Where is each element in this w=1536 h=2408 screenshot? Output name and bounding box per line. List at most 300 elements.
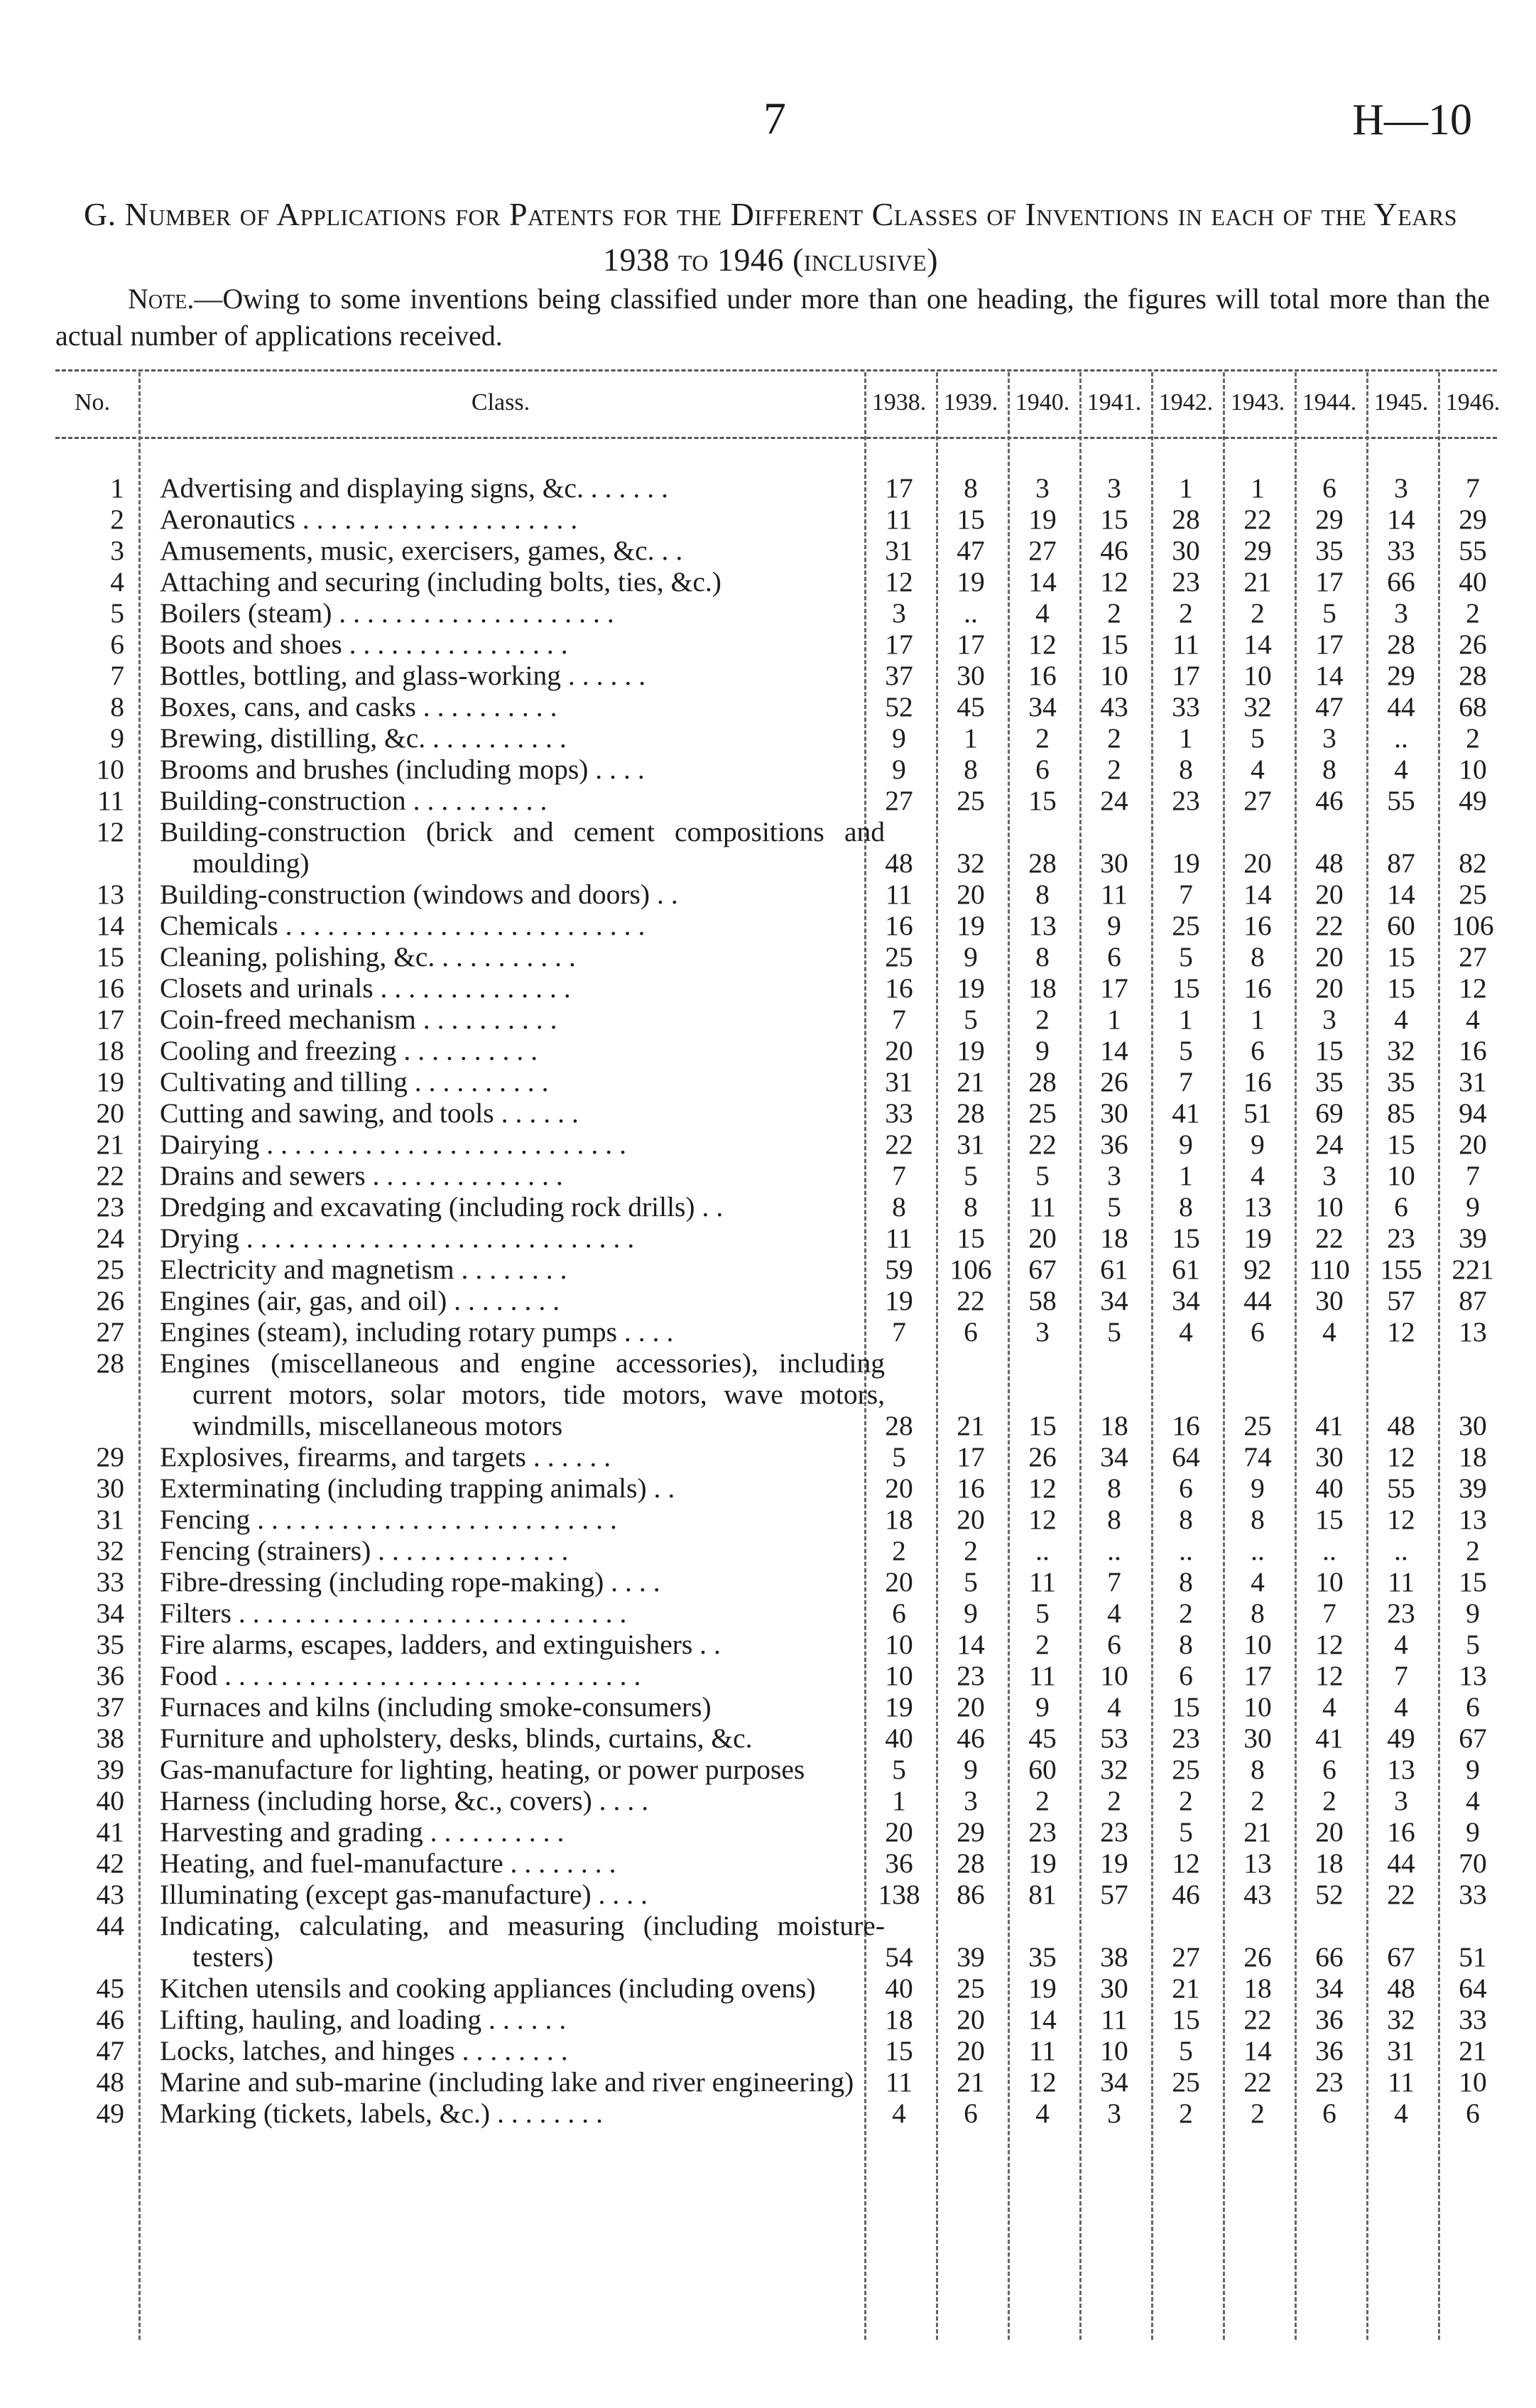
value-cell-1945: 12 <box>1387 1441 1415 1473</box>
value-cell-1945: 14 <box>1387 504 1415 535</box>
value-cell-1942: 2 <box>1179 1785 1193 1816</box>
value-cell-1944: 36 <box>1315 2035 1344 2066</box>
value-cell-1938: 36 <box>885 1848 913 1879</box>
value-cell-1938: 5 <box>892 1441 906 1473</box>
value-cell-1946: 25 <box>1459 879 1487 910</box>
table-row <box>0 754 1536 785</box>
value-cell-1940: 12 <box>1028 2066 1057 2098</box>
value-cell-1939: 20 <box>957 1691 985 1723</box>
value-cell-1939: 21 <box>957 1410 985 1441</box>
leader-dots: .............. <box>380 972 578 1004</box>
value-cell-1942: 6 <box>1179 1660 1193 1691</box>
value-cell-1946: 2 <box>1466 722 1480 754</box>
value-cell-1939: 9 <box>964 1598 978 1629</box>
value-cell-1940: 4 <box>1035 2098 1050 2129</box>
class-cell <box>160 1879 885 1910</box>
value-cell-1943: 21 <box>1243 1816 1272 1848</box>
value-cell-1944: 4 <box>1322 1316 1336 1347</box>
value-cell-1940: 5 <box>1035 1160 1050 1191</box>
value-cell-1941: 11 <box>1100 879 1128 910</box>
value-cell-1938: 16 <box>885 972 913 1004</box>
value-cell-1944: 3 <box>1322 1004 1336 1035</box>
value-cell-1939: 86 <box>957 1879 985 1910</box>
table-row <box>0 1191 1536 1222</box>
row-number: 5 <box>110 597 124 629</box>
value-cell-1940: 20 <box>1028 1222 1057 1254</box>
value-cell-1943: 14 <box>1243 879 1272 910</box>
leader-dots: .......................... <box>266 1129 634 1160</box>
table-row <box>0 2098 1536 2129</box>
class-name: Drying <box>160 1222 239 1254</box>
leader-dots: .. <box>661 535 690 566</box>
table-row <box>0 1691 1536 1723</box>
row-number: 42 <box>96 1848 124 1879</box>
row-number: 33 <box>96 1566 124 1598</box>
value-cell-1938: 138 <box>878 1879 920 1910</box>
class-name: Engines (air, gas, and oil) <box>160 1285 447 1316</box>
value-cell-1946: 18 <box>1459 1441 1487 1473</box>
value-cell-1942: 64 <box>1172 1441 1200 1473</box>
class-name: Aeronautics <box>160 504 295 535</box>
value-cell-1944: 24 <box>1315 1129 1344 1160</box>
value-cell-1946: 51 <box>1459 1941 1487 1973</box>
value-cell-1944: 20 <box>1315 1816 1344 1848</box>
row-number: 11 <box>97 785 124 816</box>
class-name: Filters <box>160 1598 232 1629</box>
class-name: Harness (including horse, &c., covers) <box>160 1785 592 1816</box>
value-cell-1938: 2 <box>892 1535 906 1566</box>
table-row <box>0 1347 1536 1441</box>
value-cell-1946: 9 <box>1466 1191 1480 1222</box>
value-cell-1938: 16 <box>885 910 913 941</box>
table-row <box>0 1316 1536 1347</box>
class-name: Brewing, distilling, &c. <box>160 722 426 754</box>
value-cell-1938: 19 <box>885 1285 913 1316</box>
class-name: Boots and shoes <box>160 629 342 660</box>
row-number: 49 <box>96 2098 124 2129</box>
value-cell-1941: .. <box>1107 1535 1121 1566</box>
value-cell-1944: 40 <box>1315 1473 1344 1504</box>
value-cell-1945: 23 <box>1387 1598 1415 1629</box>
class-name: Engines (steam), including rotary pumps <box>160 1316 617 1347</box>
leader-dots: .... <box>611 1566 668 1598</box>
row-number: 4 <box>110 566 124 597</box>
value-cell-1941: 53 <box>1100 1723 1128 1754</box>
value-cell-1938: 33 <box>885 1097 913 1129</box>
header-year-1946: 1946. <box>1445 389 1500 416</box>
value-cell-1938: 17 <box>885 629 913 660</box>
value-cell-1941: 5 <box>1107 1316 1121 1347</box>
value-cell-1946: 221 <box>1451 1254 1494 1285</box>
value-cell-1941: 10 <box>1100 2035 1128 2066</box>
value-cell-1942: 4 <box>1179 1316 1193 1347</box>
value-cell-1945: 3 <box>1394 1785 1408 1816</box>
value-cell-1938: 19 <box>885 1691 913 1723</box>
value-cell-1945: 22 <box>1387 1879 1415 1910</box>
value-cell-1943: 16 <box>1243 910 1272 941</box>
value-cell-1944: 6 <box>1322 2098 1336 2129</box>
table-row <box>0 722 1536 754</box>
value-cell-1944: 6 <box>1322 472 1336 504</box>
value-cell-1939: 31 <box>957 1129 985 1160</box>
row-number: 43 <box>96 1879 124 1910</box>
value-cell-1946: 67 <box>1459 1723 1487 1754</box>
value-cell-1945: 87 <box>1387 847 1415 879</box>
value-cell-1941: 8 <box>1107 1473 1121 1504</box>
value-cell-1938: 27 <box>885 785 913 816</box>
table-note <box>55 281 1490 354</box>
value-cell-1944: 41 <box>1315 1410 1344 1441</box>
class-cell <box>160 941 885 972</box>
value-cell-1938: 20 <box>885 1473 913 1504</box>
table-row <box>0 1285 1536 1316</box>
class-cell <box>160 816 885 879</box>
value-cell-1942: 19 <box>1172 847 1200 879</box>
value-cell-1944: 8 <box>1322 754 1336 785</box>
value-cell-1943: .. <box>1251 1535 1265 1566</box>
value-cell-1944: 3 <box>1322 1160 1336 1191</box>
leader-dots: .......... <box>423 1004 565 1035</box>
value-cell-1946: 82 <box>1459 847 1487 879</box>
table-row <box>0 1222 1536 1254</box>
note-text: —Owing to some inventions being classified under more than one heading, the figures will total more than the actual number of applications received. <box>55 283 1490 352</box>
value-cell-1943: 22 <box>1243 504 1272 535</box>
leader-dots: .... <box>595 754 652 785</box>
table-row <box>0 1254 1536 1285</box>
table-row <box>0 629 1536 660</box>
leader-dots: .. <box>656 879 685 910</box>
value-cell-1941: 23 <box>1100 1816 1128 1848</box>
value-cell-1941: 3 <box>1107 2098 1121 2129</box>
value-cell-1945: 7 <box>1394 1660 1408 1691</box>
value-cell-1942: .. <box>1179 1535 1193 1566</box>
row-number: 40 <box>96 1785 124 1816</box>
value-cell-1938: 11 <box>885 2066 913 2098</box>
value-cell-1945: 6 <box>1394 1191 1408 1222</box>
table-row <box>0 1910 1536 1973</box>
value-cell-1941: 32 <box>1100 1754 1128 1785</box>
table-row <box>0 1160 1536 1191</box>
value-cell-1945: 12 <box>1387 1504 1415 1535</box>
leader-dots: .... <box>598 1879 655 1910</box>
value-cell-1946: 94 <box>1459 1097 1487 1129</box>
class-name: Cooling and freezing <box>160 1035 397 1066</box>
value-cell-1946: 15 <box>1459 1566 1487 1598</box>
table-row <box>0 1660 1536 1691</box>
value-cell-1945: 10 <box>1387 1160 1415 1191</box>
value-cell-1941: 36 <box>1100 1129 1128 1160</box>
value-cell-1945: 85 <box>1387 1097 1415 1129</box>
class-name: Locks, latches, and hinges <box>160 2035 455 2066</box>
value-cell-1941: 34 <box>1100 1285 1128 1316</box>
row-number: 10 <box>96 754 124 785</box>
value-cell-1939: 20 <box>957 879 985 910</box>
class-name: Explosives, firearms, and targets <box>160 1441 526 1473</box>
value-cell-1939: 19 <box>957 910 985 941</box>
value-cell-1946: 9 <box>1466 1754 1480 1785</box>
value-cell-1942: 15 <box>1172 1222 1200 1254</box>
value-cell-1940: 4 <box>1035 597 1050 629</box>
leader-dots: .......... <box>414 1066 556 1097</box>
value-cell-1946: 4 <box>1466 1004 1480 1035</box>
table-row <box>0 1785 1536 1816</box>
value-cell-1943: 8 <box>1251 941 1265 972</box>
value-cell-1946: 31 <box>1459 1066 1487 1097</box>
class-cell <box>160 2066 885 2098</box>
class-name: Building-construction (windows and doors) <box>160 879 650 910</box>
value-cell-1940: 28 <box>1028 847 1057 879</box>
value-cell-1943: 25 <box>1243 1410 1272 1441</box>
value-cell-1944: 34 <box>1315 1973 1344 2004</box>
header-class: Class. <box>471 389 530 416</box>
value-cell-1940: 22 <box>1028 1129 1057 1160</box>
leader-dots: .......... <box>430 1816 572 1848</box>
value-cell-1942: 33 <box>1172 691 1200 722</box>
class-name: Bottles, bottling, and glass-working <box>160 660 562 691</box>
value-cell-1943: 1 <box>1251 472 1265 504</box>
leader-dots: ........ <box>496 2098 610 2129</box>
value-cell-1938: 11 <box>885 504 913 535</box>
value-cell-1945: 29 <box>1387 660 1415 691</box>
header-year-1939: 1939. <box>943 389 998 416</box>
value-cell-1940: 26 <box>1028 1441 1057 1473</box>
value-cell-1946: 20 <box>1459 1129 1487 1160</box>
value-cell-1941: 61 <box>1100 1254 1128 1285</box>
class-name: Building-construction <box>160 785 406 816</box>
value-cell-1942: 23 <box>1172 785 1200 816</box>
value-cell-1940: 9 <box>1035 1691 1050 1723</box>
value-cell-1939: 19 <box>957 972 985 1004</box>
value-cell-1942: 9 <box>1179 1129 1193 1160</box>
value-cell-1938: 18 <box>885 2004 913 2035</box>
leader-dots: .... <box>599 1785 656 1816</box>
value-cell-1942: 17 <box>1172 660 1200 691</box>
class-cell <box>160 1035 885 1066</box>
class-cell <box>160 1598 885 1629</box>
row-number: 19 <box>96 1066 124 1097</box>
leader-dots: .. <box>653 1473 682 1504</box>
value-cell-1940: 45 <box>1028 1723 1057 1754</box>
class-cell <box>160 2098 885 2129</box>
value-cell-1943: 9 <box>1251 1129 1265 1160</box>
class-cell <box>160 1066 885 1097</box>
value-cell-1944: 20 <box>1315 879 1344 910</box>
value-cell-1938: 48 <box>885 847 913 879</box>
value-cell-1943: 17 <box>1243 1660 1272 1691</box>
value-cell-1943: 43 <box>1243 1879 1272 1910</box>
value-cell-1939: 106 <box>949 1254 992 1285</box>
value-cell-1941: 8 <box>1107 1504 1121 1535</box>
value-cell-1946: 16 <box>1459 1035 1487 1066</box>
leader-dots: .............. <box>378 1535 576 1566</box>
value-cell-1941: 18 <box>1100 1222 1128 1254</box>
class-cell <box>160 785 885 816</box>
value-cell-1944: 29 <box>1315 504 1344 535</box>
value-cell-1945: 14 <box>1387 879 1415 910</box>
value-cell-1940: 12 <box>1028 1473 1057 1504</box>
header-year-1940: 1940. <box>1015 389 1070 416</box>
class-cell <box>160 1535 885 1566</box>
value-cell-1941: 34 <box>1100 1441 1128 1473</box>
value-cell-1940: 2 <box>1035 1629 1050 1660</box>
value-cell-1938: 28 <box>885 1410 913 1441</box>
value-cell-1939: 17 <box>957 629 985 660</box>
value-cell-1941: 46 <box>1100 535 1128 566</box>
class-cell <box>160 1191 885 1222</box>
value-cell-1943: 19 <box>1243 1222 1272 1254</box>
value-cell-1943: 18 <box>1243 1973 1272 2004</box>
value-cell-1938: 37 <box>885 660 913 691</box>
table-row <box>0 1848 1536 1879</box>
value-cell-1941: 2 <box>1107 1785 1121 1816</box>
class-cell <box>160 1723 885 1754</box>
class-name: Engines (miscellaneous and engine accessories), including current motors, solar motors, tide motors, wave motors, windmills, miscellaneous motors <box>160 1347 885 1441</box>
value-cell-1943: 9 <box>1251 1473 1265 1504</box>
table-row <box>0 1566 1536 1598</box>
value-cell-1945: 16 <box>1387 1816 1415 1848</box>
value-cell-1941: 4 <box>1107 1598 1121 1629</box>
value-cell-1938: 54 <box>885 1941 913 1973</box>
row-number: 39 <box>96 1754 124 1785</box>
value-cell-1944: 17 <box>1315 629 1344 660</box>
header-year-1941: 1941. <box>1086 389 1142 416</box>
value-cell-1946: 33 <box>1459 1879 1487 1910</box>
value-cell-1942: 1 <box>1179 1004 1193 1035</box>
table-row <box>0 1754 1536 1785</box>
value-cell-1939: 20 <box>957 1504 985 1535</box>
row-number: 3 <box>110 535 124 566</box>
class-name: Boilers (steam) <box>160 597 332 629</box>
row-number: 14 <box>96 910 124 941</box>
value-cell-1946: 9 <box>1466 1598 1480 1629</box>
value-cell-1943: 4 <box>1251 1160 1265 1191</box>
value-cell-1940: 58 <box>1028 1285 1057 1316</box>
page-number: 7 <box>763 93 786 143</box>
table-row <box>0 1473 1536 1504</box>
note-label: Note. <box>128 283 195 315</box>
value-cell-1941: 1 <box>1107 1004 1121 1035</box>
value-cell-1944: 20 <box>1315 941 1344 972</box>
value-cell-1941: 10 <box>1100 660 1128 691</box>
value-cell-1938: 22 <box>885 1129 913 1160</box>
value-cell-1943: 44 <box>1243 1285 1272 1316</box>
value-cell-1942: 16 <box>1172 1410 1200 1441</box>
value-cell-1940: 8 <box>1035 941 1050 972</box>
value-cell-1940: 3 <box>1035 1316 1050 1347</box>
row-number: 38 <box>96 1723 124 1754</box>
value-cell-1945: 67 <box>1387 1941 1415 1973</box>
class-name: Coin-freed mechanism <box>160 1004 416 1035</box>
value-cell-1938: 9 <box>892 754 906 785</box>
value-cell-1944: 66 <box>1315 1941 1344 1973</box>
value-cell-1942: 25 <box>1172 1754 1200 1785</box>
value-cell-1942: 1 <box>1179 472 1193 504</box>
value-cell-1943: 10 <box>1243 1629 1272 1660</box>
value-cell-1939: 16 <box>957 1473 985 1504</box>
class-name: Electricity and magnetism <box>160 1254 454 1285</box>
class-name: Cutting and sawing, and tools <box>160 1097 494 1129</box>
class-cell <box>160 722 885 754</box>
value-cell-1941: 3 <box>1107 472 1121 504</box>
value-cell-1941: 14 <box>1100 1035 1128 1066</box>
value-cell-1939: 15 <box>957 504 985 535</box>
value-cell-1939: 8 <box>964 754 978 785</box>
class-cell <box>160 1754 885 1785</box>
value-cell-1944: .. <box>1322 1535 1336 1566</box>
value-cell-1945: 44 <box>1387 1848 1415 1879</box>
class-name: Exterminating (including trapping animals) <box>160 1473 647 1504</box>
table-row <box>0 1629 1536 1660</box>
row-number: 16 <box>96 972 124 1004</box>
value-cell-1946: 39 <box>1459 1222 1487 1254</box>
class-cell <box>160 2004 885 2035</box>
class-cell <box>160 1160 885 1191</box>
value-cell-1946: 70 <box>1459 1848 1487 1879</box>
value-cell-1940: 15 <box>1028 1410 1057 1441</box>
leader-dots: ............................ <box>238 1598 634 1629</box>
value-cell-1938: 6 <box>892 1598 906 1629</box>
value-cell-1939: .. <box>964 597 978 629</box>
class-cell <box>160 1566 885 1598</box>
value-cell-1940: 12 <box>1028 1504 1057 1535</box>
header-year-1942: 1942. <box>1158 389 1214 416</box>
class-cell <box>160 1660 885 1691</box>
value-cell-1942: 11 <box>1172 629 1200 660</box>
value-cell-1940: 14 <box>1028 566 1057 597</box>
value-cell-1938: 18 <box>885 1504 913 1535</box>
value-cell-1943: 10 <box>1243 1691 1272 1723</box>
class-name: Furnaces and kilns (including smoke-consumers) <box>160 1691 712 1723</box>
header-year-1944: 1944. <box>1302 389 1357 416</box>
value-cell-1945: 11 <box>1387 2066 1415 2098</box>
class-cell <box>160 566 885 597</box>
class-cell <box>160 1347 885 1441</box>
value-cell-1940: 9 <box>1035 1035 1050 1066</box>
table-row <box>0 816 1536 879</box>
value-cell-1946: 68 <box>1459 691 1487 722</box>
class-name: Boxes, cans, and casks <box>160 691 416 722</box>
value-cell-1945: 4 <box>1394 754 1408 785</box>
value-cell-1941: 6 <box>1107 941 1121 972</box>
value-cell-1938: 11 <box>885 1222 913 1254</box>
value-cell-1944: 4 <box>1322 1691 1336 1723</box>
value-cell-1939: 9 <box>964 1754 978 1785</box>
value-cell-1941: 34 <box>1100 2066 1128 2098</box>
value-cell-1944: 17 <box>1315 566 1344 597</box>
leader-dots: ........ <box>510 1848 623 1879</box>
value-cell-1942: 2 <box>1179 1598 1193 1629</box>
value-cell-1946: 9 <box>1466 1816 1480 1848</box>
value-cell-1941: 4 <box>1107 1691 1121 1723</box>
table-row <box>0 535 1536 566</box>
value-cell-1946: 12 <box>1459 972 1487 1004</box>
value-cell-1944: 22 <box>1315 1222 1344 1254</box>
value-cell-1943: 2 <box>1251 597 1265 629</box>
table-row <box>0 597 1536 629</box>
value-cell-1939: 14 <box>957 1629 985 1660</box>
class-cell <box>160 910 885 941</box>
value-cell-1939: 29 <box>957 1816 985 1848</box>
value-cell-1939: 3 <box>964 1785 978 1816</box>
value-cell-1940: 23 <box>1028 1816 1057 1848</box>
leader-dots: ...... <box>533 1441 619 1473</box>
value-cell-1944: 48 <box>1315 847 1344 879</box>
value-cell-1943: 2 <box>1251 1785 1265 1816</box>
value-cell-1942: 8 <box>1179 1191 1193 1222</box>
value-cell-1945: 4 <box>1394 2098 1408 2129</box>
value-cell-1946: 13 <box>1459 1504 1487 1535</box>
row-number: 6 <box>110 629 124 660</box>
